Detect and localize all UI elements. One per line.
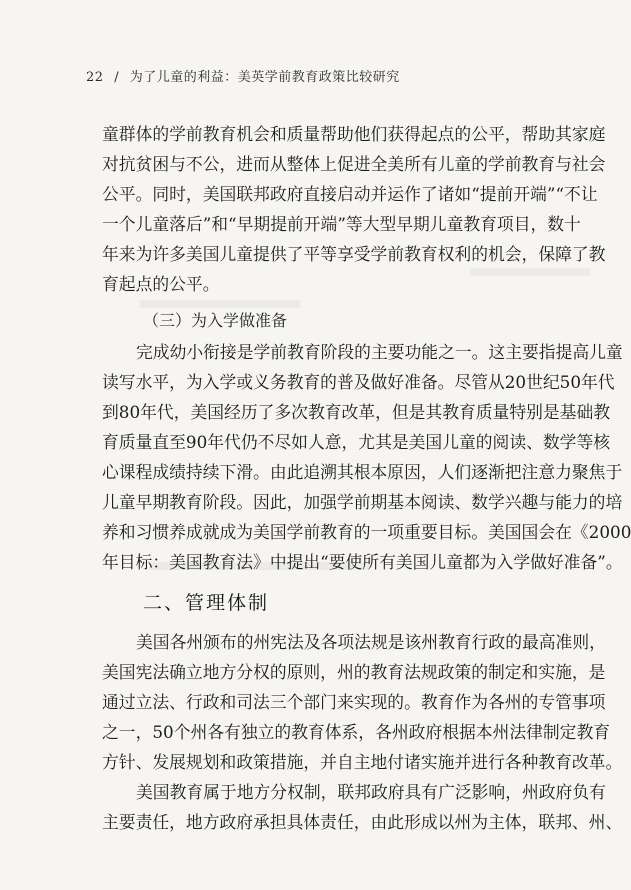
page-body [102,119,631,837]
text-line: 年来为许多美国儿童提供了平等享受学前教育权利的机会，保障了教 [102,244,606,264]
paragraph [102,119,606,299]
paragraph [102,627,623,777]
text-line: 之一，50个州各有独立的教育体系，各州政府根据本州法律制定教育 [102,722,611,742]
text-line: 育质量直至90年代仍不尽如人意，尤其是美国儿童的阅读、数学等核 [102,432,611,452]
page-number: 22 [86,70,104,85]
text-line: 养和习惯养成就成为美国学前教育的一项重要目标。美国国会在《2000 [102,522,631,542]
text-line: 读写水平，为入学或义务教育的普及做好准备。尽管从20世纪50年代 [102,372,615,392]
subheading: （三）为入学做准备 [143,311,288,330]
section-heading: 二、管理体制 [143,592,270,614]
text-line: 育起点的公平。 [102,274,220,294]
text-line: 通过立法、行政和司法三个部门来实现的。教育作为各州的专管事项 [102,692,606,712]
book-title: 为了儿童的利益：美英学前教育政策比较研究 [129,70,400,85]
text-line: 公平。同时，美国联邦政府直接启动并运作了诸如“提前开端”“不让 [102,184,598,204]
text-line: 儿童早期教育阶段。因此，加强学前期基本阅读、数学兴趣与能力的培 [102,492,623,512]
text-line: 童群体的学前教育机会和质量帮助他们获得起点的公平，帮助其家庭 [102,124,606,144]
paragraph [102,337,631,577]
text-line: 美国宪法确立地方分权的原则，州的教育法规政策的制定和实施，是 [102,662,606,682]
running-header [86,66,400,85]
paragraph [102,777,623,837]
text-line: 主要责任，地方政府承担具体责任，由此形成以州为主体，联邦、州、 [102,812,623,832]
text-line: 美国各州颁布的州宪法及各项法规是该州教育行政的最高准则， [136,632,606,652]
text-line: 到80年代，美国经历了多次教育改革，但是其教育质量特别是基础教 [102,402,611,422]
text-line: 年目标：美国教育法》中提出“要使所有美国儿童都为入学做好准备”。 [102,552,623,572]
text-line: 心课程成绩持续下滑。由此追溯其根本原因，人们逐渐把注意力聚焦于 [102,462,623,482]
text-line: 方针、发展规划和政策措施，并自主地付诸实施并进行各种教育改革。 [102,752,623,772]
text-line: 完成幼小衔接是学前教育阶段的主要功能之一。这主要指提高儿童 [136,342,623,362]
text-line: 一个儿童落后”和“早期提前开端”等大型早期儿童教育项目，数十 [102,214,581,234]
header-separator: / [114,70,120,85]
text-line: 对抗贫困与不公，进而从整体上促进全美所有儿童的学前教育与社会 [102,154,606,174]
text-line: 美国教育属于地方分权制，联邦政府具有广泛影响，州政府负有 [136,782,606,802]
